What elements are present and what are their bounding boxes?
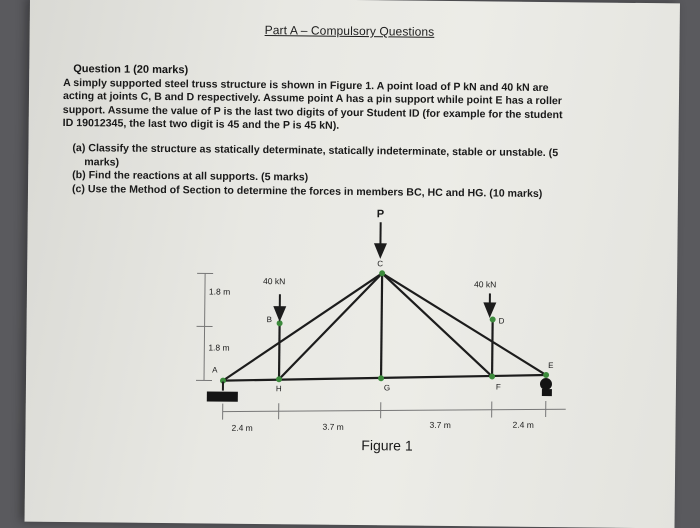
joint-d bbox=[490, 316, 496, 322]
question-line: A simply supported steel truss structure is shown in Figure 1. A point load of P kN and 40 kN are bbox=[63, 77, 653, 97]
member-hc bbox=[279, 272, 382, 380]
part-c: (c) Use the Method of Section to determine the forces in members BC, HC and HG. (10 marks) bbox=[72, 183, 672, 203]
truss-figure bbox=[25, 0, 680, 528]
node-d-label: D bbox=[499, 317, 505, 326]
node-c-label: C bbox=[377, 259, 383, 268]
load-p-label: P bbox=[377, 208, 384, 220]
node-f-label: F bbox=[496, 382, 501, 391]
node-g-label: G bbox=[384, 383, 390, 392]
truss-members bbox=[223, 272, 547, 384]
figure-caption: Figure 1 bbox=[361, 437, 413, 454]
load-b-arrowhead bbox=[275, 307, 285, 319]
member-df bbox=[492, 319, 493, 376]
pin-support bbox=[207, 381, 238, 401]
paper-sheet bbox=[25, 0, 680, 528]
dim-horizontal-1: 2.4 m bbox=[231, 423, 252, 433]
part-title: Part A – Compulsory Questions bbox=[265, 23, 435, 39]
truss-joints bbox=[220, 269, 550, 387]
dim-vertical-lower: 1.8 m bbox=[208, 342, 229, 352]
part-a: (a) Classify the structure as statically determinate, statically indeterminate, stable or unstable. (5 bbox=[72, 142, 672, 162]
node-b-label: B bbox=[267, 315, 272, 324]
joint-g bbox=[378, 375, 384, 381]
dim-horizontal-2: 3.7 m bbox=[322, 422, 343, 432]
question-line: ID 19012345, the last two digit is 45 and the P is 45 kN). bbox=[63, 117, 653, 137]
load-b-label: 40 kN bbox=[263, 276, 285, 286]
member-cg bbox=[381, 273, 382, 378]
load-d-label: 40 kN bbox=[474, 279, 496, 289]
part-b: (b) Find the reactions at all supports. (5 marks) bbox=[72, 169, 672, 189]
load-p-arrowhead bbox=[375, 244, 385, 256]
part-a-cont: marks) bbox=[72, 156, 672, 176]
dim-vertical-upper: 1.8 m bbox=[209, 286, 230, 296]
load-d-arrowhead bbox=[485, 303, 495, 315]
roller-support bbox=[540, 378, 552, 396]
member-ab-bc bbox=[223, 272, 382, 383]
dim-horizontal-4: 2.4 m bbox=[513, 420, 534, 430]
load-arrows bbox=[275, 221, 496, 321]
member-bh bbox=[279, 323, 280, 379]
node-h-label: H bbox=[276, 384, 282, 393]
dim-horizontal-3: 3.7 m bbox=[430, 420, 451, 430]
node-a-label: A bbox=[212, 366, 218, 375]
node-e-label: E bbox=[548, 361, 553, 370]
question-heading: Question 1 (20 marks) bbox=[73, 63, 188, 76]
question-line: acting at joints C, B and D respectively. Assume point A has a pin support while point E has a roller bbox=[63, 90, 653, 110]
question-line: support. Assume the value of P is the last two digits of your Student ID (for example for the student bbox=[63, 104, 653, 124]
member-cd-de bbox=[381, 273, 547, 375]
